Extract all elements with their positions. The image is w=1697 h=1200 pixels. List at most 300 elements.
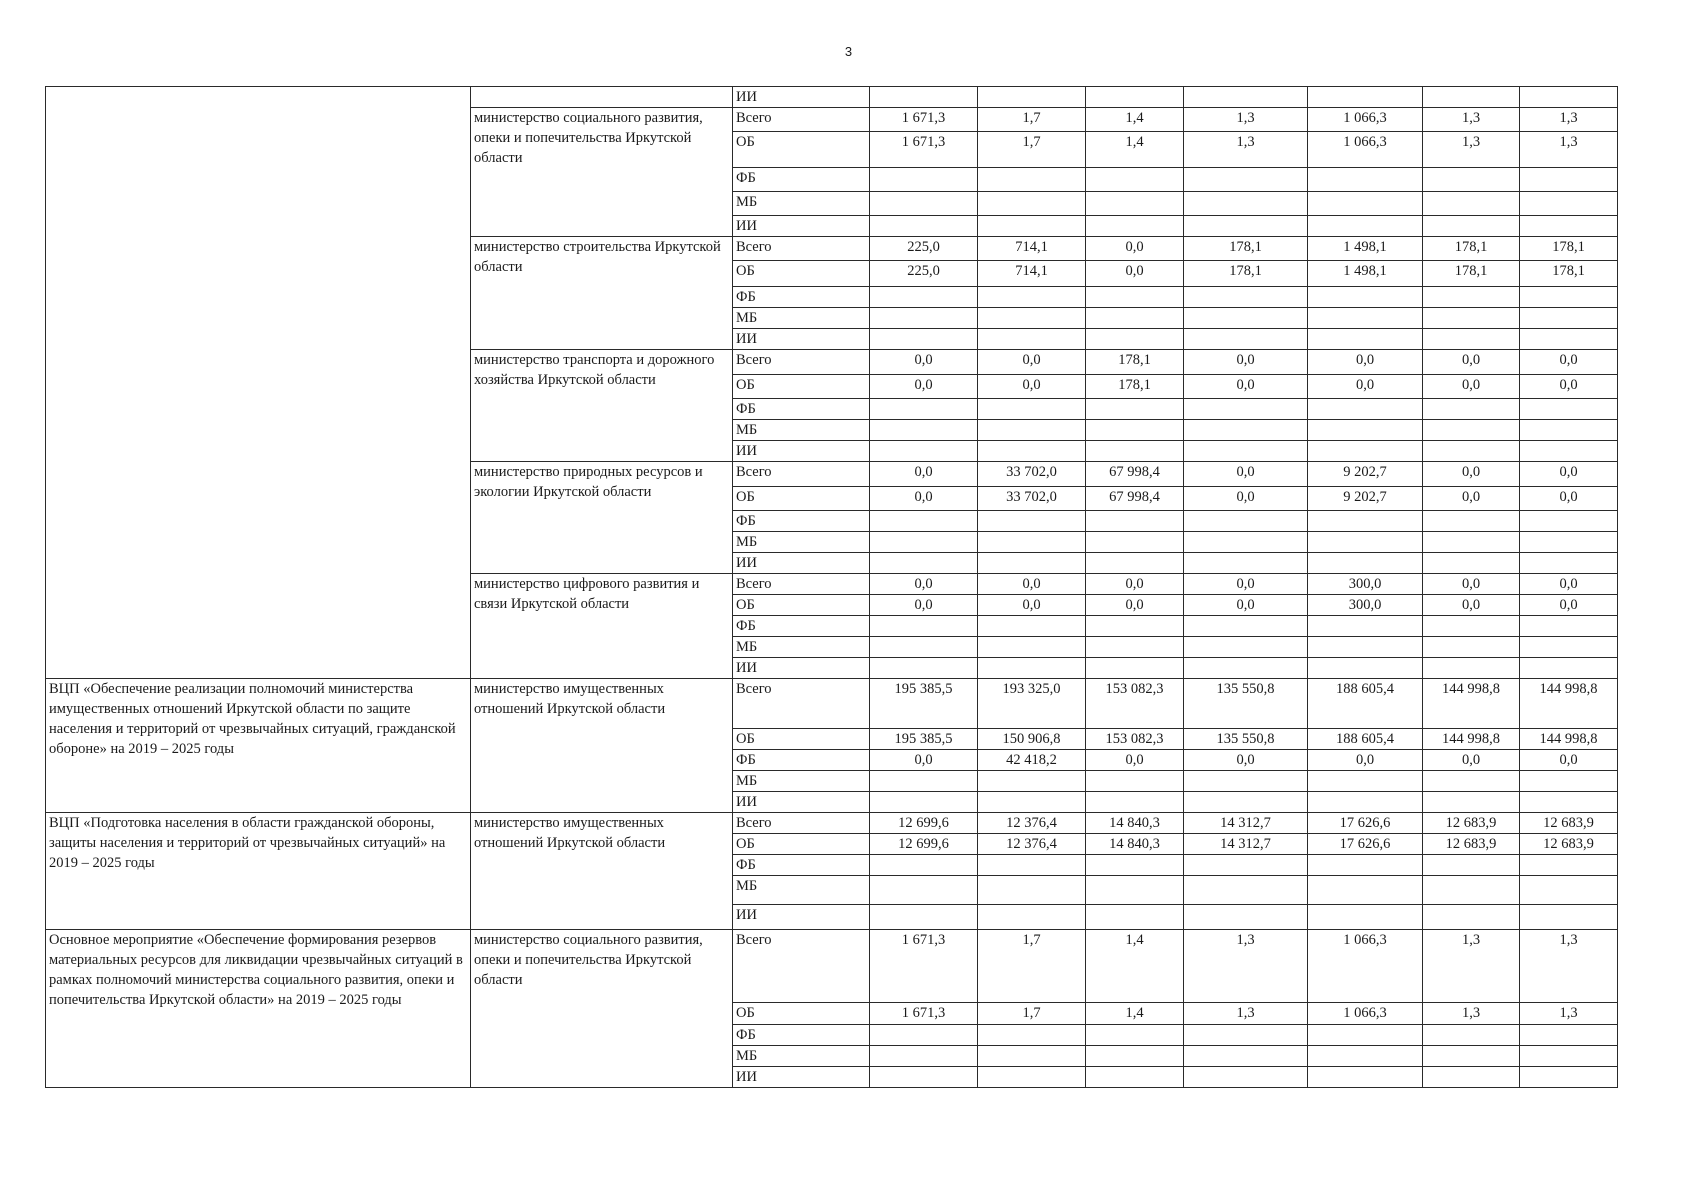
value-cell	[870, 329, 978, 350]
value-cell: 1,3	[1520, 108, 1618, 132]
value-cell: 14 312,7	[1184, 834, 1308, 855]
value-cell: 0,0	[1184, 595, 1308, 616]
value-cell: 0,0	[978, 595, 1086, 616]
program-cell: ВЦП «Подготовка населения в области гражданской обороны, защиты населения и территорий от чрезвычайных ситуаций» на 2019 – 2025 годы	[46, 813, 471, 930]
value-cell	[1423, 168, 1520, 192]
value-cell	[1423, 658, 1520, 679]
value-cell	[1520, 1025, 1618, 1046]
value-cell: 1,3	[1423, 108, 1520, 132]
value-cell	[1086, 511, 1184, 532]
value-cell: 0,0	[1086, 595, 1184, 616]
value-cell: 14 840,3	[1086, 813, 1184, 834]
source-cell-mb: МБ	[733, 420, 870, 441]
source-cell-ii: ИИ	[733, 1067, 870, 1088]
value-cell: 17 626,6	[1308, 834, 1423, 855]
org-cell: министерство строительства Иркутской области	[471, 237, 733, 350]
value-cell	[1308, 658, 1423, 679]
table-row	[46, 679, 1618, 729]
value-cell: 0,0	[1086, 750, 1184, 771]
budget-table	[45, 86, 1618, 1088]
value-cell	[978, 192, 1086, 216]
value-cell	[978, 287, 1086, 308]
value-cell	[1423, 87, 1520, 108]
source-cell-mb: МБ	[733, 192, 870, 216]
value-cell	[1423, 792, 1520, 813]
value-cell	[978, 553, 1086, 574]
value-cell	[1086, 441, 1184, 462]
value-cell	[1184, 771, 1308, 792]
value-cell	[1423, 192, 1520, 216]
value-cell	[1086, 771, 1184, 792]
value-cell	[1184, 1067, 1308, 1088]
value-cell: 1,4	[1086, 1003, 1184, 1025]
value-cell: 1,3	[1520, 1003, 1618, 1025]
value-cell	[1520, 855, 1618, 876]
value-cell	[870, 658, 978, 679]
value-cell	[1308, 1025, 1423, 1046]
value-cell: 178,1	[1086, 350, 1184, 375]
value-cell	[1086, 658, 1184, 679]
value-cell	[978, 1025, 1086, 1046]
value-cell	[1308, 192, 1423, 216]
value-cell: 0,0	[1423, 574, 1520, 595]
value-cell: 0,0	[1086, 261, 1184, 287]
value-cell: 1,3	[1184, 132, 1308, 168]
source-cell-ii: ИИ	[733, 216, 870, 237]
value-cell: 0,0	[870, 350, 978, 375]
value-cell: 0,0	[1184, 487, 1308, 511]
value-cell	[1184, 658, 1308, 679]
value-cell	[1308, 792, 1423, 813]
source-cell-total: Всего	[733, 574, 870, 595]
value-cell: 33 702,0	[978, 487, 1086, 511]
value-cell: 144 998,8	[1423, 679, 1520, 729]
source-cell-mb: МБ	[733, 771, 870, 792]
value-cell	[1184, 532, 1308, 553]
value-cell: 144 998,8	[1520, 729, 1618, 750]
value-cell	[1423, 1025, 1520, 1046]
source-cell-total: Всего	[733, 108, 870, 132]
value-cell: 0,0	[870, 595, 978, 616]
value-cell	[978, 420, 1086, 441]
value-cell	[1184, 553, 1308, 574]
value-cell	[1184, 616, 1308, 637]
value-cell: 178,1	[1520, 261, 1618, 287]
value-cell	[870, 511, 978, 532]
value-cell	[978, 511, 1086, 532]
value-cell	[978, 532, 1086, 553]
value-cell	[1308, 399, 1423, 420]
value-cell	[1520, 192, 1618, 216]
value-cell	[1086, 308, 1184, 329]
value-cell	[978, 658, 1086, 679]
value-cell	[1308, 420, 1423, 441]
value-cell	[1086, 1046, 1184, 1067]
source-cell-total: Всего	[733, 930, 870, 1003]
value-cell	[1184, 1046, 1308, 1067]
source-cell-mb: МБ	[733, 1046, 870, 1067]
value-cell: 1,4	[1086, 108, 1184, 132]
value-cell: 1 066,3	[1308, 1003, 1423, 1025]
source-cell-ob: ОБ	[733, 834, 870, 855]
page-number: 3	[844, 44, 853, 59]
value-cell: 135 550,8	[1184, 679, 1308, 729]
value-cell	[978, 905, 1086, 930]
value-cell	[1308, 532, 1423, 553]
value-cell	[870, 399, 978, 420]
value-cell	[1086, 637, 1184, 658]
value-cell	[870, 637, 978, 658]
value-cell: 0,0	[1520, 375, 1618, 399]
value-cell	[1308, 511, 1423, 532]
value-cell	[870, 420, 978, 441]
value-cell	[870, 216, 978, 237]
value-cell: 150 906,8	[978, 729, 1086, 750]
value-cell	[1086, 329, 1184, 350]
value-cell	[1086, 855, 1184, 876]
value-cell	[1308, 855, 1423, 876]
value-cell: 1,3	[1423, 132, 1520, 168]
value-cell	[1520, 168, 1618, 192]
value-cell	[1520, 1067, 1618, 1088]
value-cell	[1423, 771, 1520, 792]
org-cell: министерство имущественных отношений Иркутской области	[471, 679, 733, 813]
value-cell: 0,0	[870, 750, 978, 771]
value-cell	[1184, 308, 1308, 329]
value-cell	[1520, 553, 1618, 574]
value-cell: 0,0	[1520, 595, 1618, 616]
org-cell: министерство транспорта и дорожного хозяйства Иркутской области	[471, 350, 733, 462]
value-cell	[1520, 876, 1618, 905]
source-cell-fb: ФБ	[733, 168, 870, 192]
value-cell	[870, 1067, 978, 1088]
value-cell	[1184, 511, 1308, 532]
value-cell	[1308, 87, 1423, 108]
value-cell: 178,1	[1423, 237, 1520, 261]
source-cell-ob: ОБ	[733, 132, 870, 168]
value-cell: 225,0	[870, 237, 978, 261]
value-cell	[1308, 771, 1423, 792]
source-cell-fb: ФБ	[733, 1025, 870, 1046]
value-cell: 42 418,2	[978, 750, 1086, 771]
value-cell	[1184, 441, 1308, 462]
value-cell: 0,0	[1184, 462, 1308, 487]
value-cell	[1423, 855, 1520, 876]
value-cell	[870, 855, 978, 876]
value-cell: 0,0	[1423, 750, 1520, 771]
source-cell-fb: ФБ	[733, 287, 870, 308]
value-cell: 12 376,4	[978, 813, 1086, 834]
source-cell-mb: МБ	[733, 532, 870, 553]
value-cell	[1308, 168, 1423, 192]
value-cell	[1308, 329, 1423, 350]
value-cell	[1423, 441, 1520, 462]
value-cell: 0,0	[1308, 375, 1423, 399]
value-cell: 9 202,7	[1308, 487, 1423, 511]
value-cell: 0,0	[1308, 750, 1423, 771]
value-cell	[978, 441, 1086, 462]
value-cell: 0,0	[870, 574, 978, 595]
value-cell	[1423, 1067, 1520, 1088]
value-cell	[1423, 637, 1520, 658]
source-cell-mb: МБ	[733, 876, 870, 905]
source-cell-ii: ИИ	[733, 441, 870, 462]
value-cell	[1086, 192, 1184, 216]
value-cell	[978, 792, 1086, 813]
value-cell: 1 498,1	[1308, 237, 1423, 261]
value-cell: 33 702,0	[978, 462, 1086, 487]
program-cell: Основное мероприятие «Обеспечение формирования резервов материальных ресурсов для ликвидации чрезвычайных ситуаций в рамках полномочий министерства социального развития, опеки и попечительства Иркутской области» на 2019 – 2025 годы	[46, 930, 471, 1088]
source-cell-fb: ФБ	[733, 616, 870, 637]
value-cell: 0,0	[978, 375, 1086, 399]
value-cell: 67 998,4	[1086, 462, 1184, 487]
value-cell	[978, 216, 1086, 237]
value-cell: 178,1	[1184, 261, 1308, 287]
value-cell	[978, 616, 1086, 637]
org-cell: министерство социального развития, опеки и попечительства Иркутской области	[471, 930, 733, 1088]
value-cell: 178,1	[1086, 375, 1184, 399]
value-cell: 1 671,3	[870, 108, 978, 132]
value-cell: 188 605,4	[1308, 679, 1423, 729]
value-cell	[1423, 420, 1520, 441]
value-cell	[1308, 637, 1423, 658]
value-cell	[1086, 168, 1184, 192]
value-cell: 195 385,5	[870, 729, 978, 750]
value-cell: 12 683,9	[1423, 834, 1520, 855]
value-cell: 1,3	[1423, 1003, 1520, 1025]
value-cell: 0,0	[1308, 350, 1423, 375]
value-cell	[1308, 216, 1423, 237]
value-cell	[1184, 876, 1308, 905]
value-cell: 12 683,9	[1520, 813, 1618, 834]
value-cell	[1308, 287, 1423, 308]
org-cell: министерство цифрового развития и связи Иркутской области	[471, 574, 733, 679]
value-cell: 0,0	[978, 574, 1086, 595]
value-cell	[1184, 399, 1308, 420]
source-cell-total: Всего	[733, 462, 870, 487]
value-cell	[978, 399, 1086, 420]
value-cell: 714,1	[978, 261, 1086, 287]
value-cell	[1520, 771, 1618, 792]
value-cell	[1520, 905, 1618, 930]
value-cell	[1086, 792, 1184, 813]
source-cell: ИИ	[733, 87, 870, 108]
source-cell-total: Всего	[733, 350, 870, 375]
value-cell: 12 683,9	[1520, 834, 1618, 855]
value-cell: 0,0	[978, 350, 1086, 375]
value-cell	[1423, 216, 1520, 237]
value-cell	[978, 87, 1086, 108]
value-cell: 1,3	[1423, 930, 1520, 1003]
value-cell	[870, 441, 978, 462]
source-cell-total: Всего	[733, 237, 870, 261]
value-cell: 1,7	[978, 132, 1086, 168]
value-cell: 153 082,3	[1086, 679, 1184, 729]
value-cell	[1184, 792, 1308, 813]
source-cell-ob: ОБ	[733, 1003, 870, 1025]
source-cell-ii: ИИ	[733, 553, 870, 574]
source-cell-total: Всего	[733, 813, 870, 834]
budget-table-body	[46, 87, 1618, 1088]
value-cell: 67 998,4	[1086, 487, 1184, 511]
value-cell: 153 082,3	[1086, 729, 1184, 750]
source-cell-ob: ОБ	[733, 729, 870, 750]
program-cell	[46, 87, 471, 679]
value-cell: 1,3	[1520, 132, 1618, 168]
value-cell	[870, 87, 978, 108]
value-cell	[1308, 441, 1423, 462]
value-cell	[1520, 637, 1618, 658]
value-cell	[1520, 87, 1618, 108]
source-cell-total: Всего	[733, 679, 870, 729]
value-cell	[1520, 329, 1618, 350]
value-cell: 12 699,6	[870, 813, 978, 834]
source-cell-ii: ИИ	[733, 329, 870, 350]
value-cell: 144 998,8	[1520, 679, 1618, 729]
value-cell: 178,1	[1423, 261, 1520, 287]
value-cell	[1423, 329, 1520, 350]
value-cell	[870, 192, 978, 216]
table-row	[46, 930, 1618, 1003]
value-cell	[978, 876, 1086, 905]
source-cell-fb: ФБ	[733, 399, 870, 420]
value-cell: 1 066,3	[1308, 132, 1423, 168]
table-row-continuation	[46, 87, 1618, 108]
value-cell	[1423, 1046, 1520, 1067]
value-cell	[870, 287, 978, 308]
value-cell	[1184, 905, 1308, 930]
value-cell: 1 498,1	[1308, 261, 1423, 287]
value-cell	[1184, 168, 1308, 192]
value-cell: 300,0	[1308, 574, 1423, 595]
value-cell: 0,0	[1086, 237, 1184, 261]
value-cell	[1184, 192, 1308, 216]
value-cell	[1086, 876, 1184, 905]
value-cell: 12 376,4	[978, 834, 1086, 855]
value-cell	[1520, 511, 1618, 532]
org-cell	[471, 87, 733, 108]
source-cell-ob: ОБ	[733, 261, 870, 287]
org-cell: министерство социального развития, опеки и попечительства Иркутской области	[471, 108, 733, 237]
source-cell-ii: ИИ	[733, 905, 870, 930]
value-cell	[1184, 216, 1308, 237]
value-cell: 0,0	[1423, 595, 1520, 616]
value-cell	[1520, 287, 1618, 308]
value-cell: 1,4	[1086, 132, 1184, 168]
value-cell	[1086, 399, 1184, 420]
org-cell: министерство имущественных отношений Иркутской области	[471, 813, 733, 930]
value-cell	[1086, 1067, 1184, 1088]
source-cell-ii: ИИ	[733, 792, 870, 813]
value-cell: 0,0	[1086, 574, 1184, 595]
value-cell	[870, 532, 978, 553]
value-cell: 12 683,9	[1423, 813, 1520, 834]
value-cell	[978, 771, 1086, 792]
value-cell	[1423, 553, 1520, 574]
value-cell	[1308, 1067, 1423, 1088]
source-cell-fb: ФБ	[733, 511, 870, 532]
value-cell	[1184, 1025, 1308, 1046]
value-cell: 193 325,0	[978, 679, 1086, 729]
value-cell: 1,7	[978, 930, 1086, 1003]
value-cell	[1086, 616, 1184, 637]
value-cell	[1184, 87, 1308, 108]
value-cell: 195 385,5	[870, 679, 978, 729]
table-row	[46, 813, 1618, 834]
value-cell: 14 312,7	[1184, 813, 1308, 834]
value-cell	[1520, 792, 1618, 813]
value-cell: 0,0	[1423, 487, 1520, 511]
value-cell	[1184, 637, 1308, 658]
value-cell: 9 202,7	[1308, 462, 1423, 487]
value-cell: 0,0	[1423, 375, 1520, 399]
value-cell	[978, 1067, 1086, 1088]
value-cell	[1086, 216, 1184, 237]
value-cell	[870, 905, 978, 930]
org-cell: министерство природных ресурсов и экологии Иркутской области	[471, 462, 733, 574]
value-cell	[1520, 441, 1618, 462]
value-cell: 225,0	[870, 261, 978, 287]
value-cell: 1 066,3	[1308, 108, 1423, 132]
value-cell	[1520, 532, 1618, 553]
value-cell	[870, 792, 978, 813]
value-cell: 0,0	[1184, 375, 1308, 399]
value-cell: 1,3	[1184, 930, 1308, 1003]
value-cell	[870, 876, 978, 905]
value-cell: 300,0	[1308, 595, 1423, 616]
value-cell: 714,1	[978, 237, 1086, 261]
value-cell	[1423, 532, 1520, 553]
value-cell	[978, 637, 1086, 658]
value-cell	[1184, 420, 1308, 441]
value-cell: 0,0	[1520, 487, 1618, 511]
value-cell: 0,0	[1520, 574, 1618, 595]
value-cell: 1 671,3	[870, 1003, 978, 1025]
value-cell	[870, 308, 978, 329]
value-cell	[978, 329, 1086, 350]
value-cell	[978, 168, 1086, 192]
value-cell	[978, 1046, 1086, 1067]
value-cell	[1308, 616, 1423, 637]
value-cell: 0,0	[1184, 574, 1308, 595]
value-cell	[1423, 308, 1520, 329]
value-cell	[1423, 876, 1520, 905]
value-cell: 1,7	[978, 1003, 1086, 1025]
value-cell	[1520, 420, 1618, 441]
value-cell: 1,7	[978, 108, 1086, 132]
value-cell	[1086, 905, 1184, 930]
value-cell: 0,0	[1423, 350, 1520, 375]
value-cell: 0,0	[1184, 350, 1308, 375]
value-cell: 0,0	[870, 462, 978, 487]
value-cell	[1520, 658, 1618, 679]
value-cell	[1423, 511, 1520, 532]
value-cell: 1,4	[1086, 930, 1184, 1003]
value-cell	[870, 553, 978, 574]
value-cell: 188 605,4	[1308, 729, 1423, 750]
value-cell: 14 840,3	[1086, 834, 1184, 855]
value-cell: 0,0	[1423, 462, 1520, 487]
value-cell	[1520, 216, 1618, 237]
value-cell: 1 671,3	[870, 930, 978, 1003]
value-cell	[1308, 876, 1423, 905]
value-cell: 135 550,8	[1184, 729, 1308, 750]
value-cell: 0,0	[1520, 462, 1618, 487]
value-cell	[870, 771, 978, 792]
value-cell: 1,3	[1520, 930, 1618, 1003]
value-cell	[870, 616, 978, 637]
value-cell	[1184, 287, 1308, 308]
